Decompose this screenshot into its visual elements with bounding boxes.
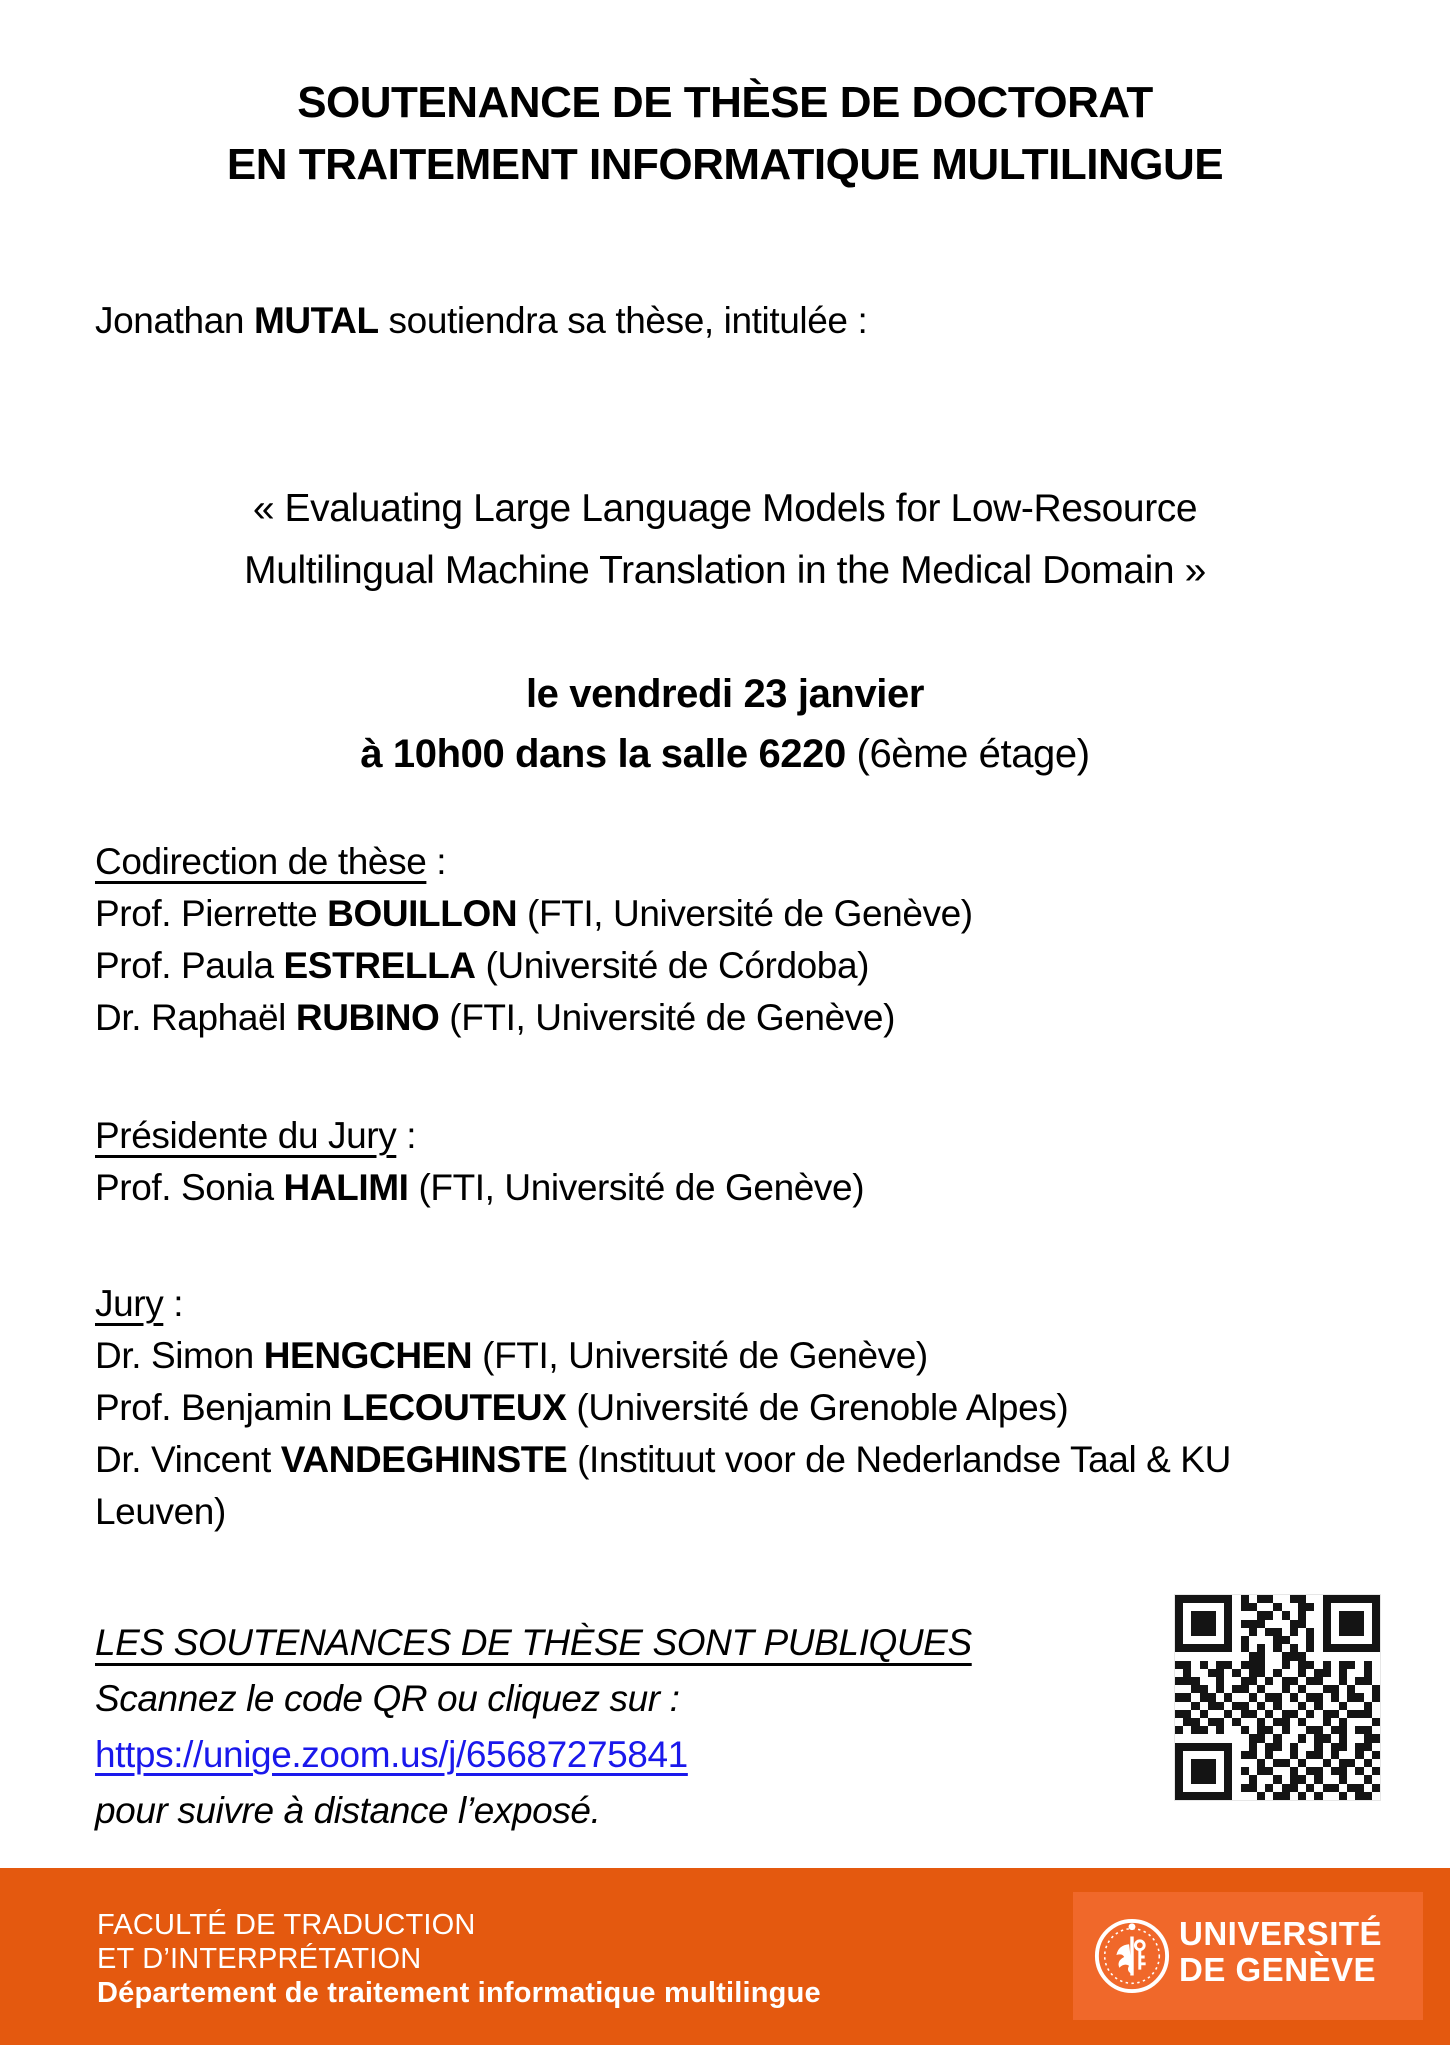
president-colon: : [396,1115,417,1156]
schedule-time-room [0,724,1450,784]
codirection-heading-line [95,836,1335,888]
jury-section [95,1278,1335,1538]
list-item: Dr. Simon HENGCHEN (FTI, Université de Genève) [95,1335,928,1376]
unige-wordmark-line1: UNIVERSITÉ [1179,1915,1383,1952]
zoom-link[interactable]: https://unige.zoom.us/j/65687275841 [95,1734,688,1775]
list-item: Prof. Sonia HALIMI (FTI, Université de Genève) [95,1167,865,1208]
jury-heading: Jury [95,1283,164,1324]
president-heading: Présidente du Jury [95,1115,397,1156]
public-notice [95,1615,1135,1839]
list-item: Dr. Raphaël RUBINO (FTI, Université de Genève) [95,997,895,1038]
page-title-line1: SOUTENANCE DE THÈSE DE DOCTORAT [297,78,1153,127]
codirection-section [95,836,1335,1044]
unige-seal-icon [1093,1917,1171,1995]
public-notice-heading: LES SOUTENANCES DE THÈSE SONT PUBLIQUES [95,1622,972,1663]
intro-line [95,295,867,347]
public-notice-line1: Scannez le code QR ou cliquez sur : [95,1678,680,1719]
codirection-heading: Codirection de thèse [95,841,427,882]
zoom-link-line [95,1727,1135,1783]
footer [0,1868,1450,2045]
public-notice-line2: pour suivre à distance l’exposé. [95,1790,601,1831]
list-item: Prof. Benjamin LECOUTEUX (Université de Grenoble Alpes) [95,1387,1069,1428]
schedule-date: le vendredi 23 janvier [525,672,925,716]
president-section [95,1110,1335,1214]
codirection-colon: : [426,841,447,882]
qr-code [1175,1595,1380,1800]
jury-heading-line [95,1278,1335,1330]
thesis-title-line2: Multilingual Machine Translation in the Medical Domain » [244,549,1206,592]
schedule-time-room-bold: à 10h00 dans la salle 6220 [360,732,846,776]
thesis-title [0,478,1450,602]
list-item: Prof. Pierrette BOUILLON (FTI, Université de Genève) [95,893,973,934]
list-item: Dr. Vincent VANDEGHINSTE (Instituut voor de Nederlandse Taal & KU Leuven) [95,1439,1231,1532]
page-title [0,72,1450,196]
candidate-name: MUTAL [253,300,379,341]
schedule-floor: (6ème étage) [845,732,1090,776]
intro-post: soutiendra sa thèse, intitulée : [378,300,868,341]
page-title-line2: EN TRAITEMENT INFORMATIQUE MULTILINGUE [226,140,1224,189]
list-item: Prof. Paula ESTRELLA (Université de Córdoba) [95,945,870,986]
intro-pre: Jonathan [95,300,254,341]
faculty-line2: ET D’INTERPRÉTATION [97,1943,422,1975]
unige-logo [1073,1892,1423,2020]
department-line: Département de traitement informatique multilingue [97,1977,821,2009]
president-heading-line [95,1110,1335,1162]
schedule [0,664,1450,784]
footer-text [97,1908,821,2010]
faculty-line1: FACULTÉ DE TRADUCTION [97,1909,476,1941]
unige-wordmark-line2: DE GENÈVE [1179,1951,1377,1988]
unige-wordmark [1179,1916,1382,1988]
jury-colon: : [163,1283,184,1324]
thesis-title-line1: « Evaluating Large Language Models for Low-Resource [252,487,1198,530]
